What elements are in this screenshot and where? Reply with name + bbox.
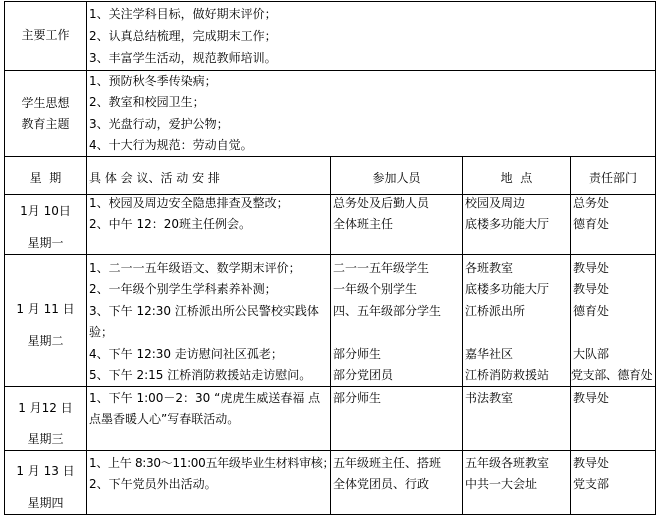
main-work-item: 1、关注学科目标，做好期末评价；: [89, 7, 277, 21]
participants-cell: 部分师生: [333, 347, 382, 361]
location-cell: 江桥消防救援站: [465, 368, 550, 382]
table-rule: [86, 1, 87, 515]
student-edu-label: 教育主题: [21, 117, 70, 131]
table-rule: [462, 156, 463, 515]
day-date: 1 月 13 日: [16, 464, 75, 478]
location-cell: 各班教室: [465, 261, 514, 275]
department-cell: 德育处: [573, 217, 610, 231]
day-weekday: 星期三: [27, 432, 64, 446]
participants-cell: 总务处及后勤人员: [333, 196, 430, 210]
activity-line: 1、下午 1:00－2：30 “虎虎生威送春福 点: [89, 391, 321, 405]
header-department: 责任部门: [588, 171, 637, 185]
student-edu-label: 学生思想: [21, 96, 70, 110]
location-cell: 书法教室: [465, 391, 514, 405]
activity-line: 1、上午 8:30～11:00五年级毕业生材料审核；: [89, 456, 335, 470]
location-cell: 底楼多功能大厅: [465, 217, 550, 231]
location-cell: 五年级各班教室: [465, 456, 550, 470]
table-rule: [4, 70, 656, 71]
department-cell: 大队部: [573, 347, 610, 361]
activity-line: 1、二一一五年级语文、数学期末评价；: [89, 261, 301, 275]
participants-cell: 部分党团员: [333, 368, 394, 382]
activity-line: 2、中午 12：20班主任例会。: [89, 217, 251, 231]
location-cell: 嘉华社区: [465, 347, 514, 361]
student-edu-item: 2、教室和校园卫生；: [89, 95, 205, 109]
day-weekday: 星期四: [27, 496, 64, 510]
department-cell: 教导处: [573, 282, 610, 296]
student-edu-item: 1、预防秋冬季传染病；: [89, 74, 217, 88]
location-cell: 江桥派出所: [465, 304, 526, 318]
location-cell: 校园及周边: [465, 196, 526, 210]
main-work-item: 2、认真总结梳理，完成期末工作；: [89, 29, 277, 43]
activity-line: 2、一年级个别学生学科素养补测；: [89, 282, 277, 296]
activity-line: 1、校园及周边安全隐患排查及整改；: [89, 196, 289, 210]
location-cell: 底楼多功能大厅: [465, 282, 550, 296]
table-rule: [4, 1, 656, 2]
department-cell: 教导处: [573, 261, 610, 275]
department-cell: 党支部: [573, 477, 610, 491]
activity-line: 2、下午党员外出活动。: [89, 477, 217, 491]
department-cell: 教导处: [573, 456, 610, 470]
activity-line: 验；: [89, 325, 114, 339]
header-arrangement: 具 体 会 议、活 动 安 排: [89, 171, 220, 185]
department-cell: 教导处: [573, 391, 610, 405]
day-date: 1月 10日: [20, 204, 71, 218]
header-location: 地 点: [500, 171, 533, 185]
location-cell: 中共一大会址: [465, 477, 538, 491]
header-weekday: 星 期: [29, 171, 62, 185]
day-date: 1 月 11 日: [16, 302, 75, 316]
participants-cell: 全体党团员、行政: [333, 477, 430, 491]
department-cell: 德育处: [573, 304, 610, 318]
day-date: 1 月12 日: [18, 401, 73, 415]
table-rule: [655, 1, 656, 515]
day-weekday: 星期一: [27, 236, 64, 250]
participants-cell: 五年级班主任、搭班: [333, 456, 442, 470]
participants-cell: 全体班主任: [333, 217, 394, 231]
main-work-item: 3、丰富学生活动，规范教师培训。: [89, 51, 277, 65]
header-participants: 参加人员: [372, 171, 421, 185]
student-edu-item: 3、光盘行动，爱护公物；: [89, 117, 229, 131]
activity-line: 4、下午 12:30 走访慰问社区孤老；: [89, 347, 283, 361]
participants-cell: 一年级个别学生: [333, 282, 418, 296]
activity-line: 3、下午 12:30 江桥派出所公民警校实践体: [89, 304, 319, 318]
main-work-label: 主要工作: [21, 28, 70, 42]
department-cell: 党支部、德育处: [571, 368, 653, 382]
activity-line: 5、下午 2:15 江桥消防救援站走访慰问。: [89, 368, 312, 382]
participants-cell: 部分师生: [333, 391, 382, 405]
activity-line: 点墨香暖人心”写春联活动。: [89, 412, 240, 426]
participants-cell: 二一一五年级学生: [333, 261, 430, 275]
day-weekday: 星期二: [27, 334, 64, 348]
student-edu-item: 4、十大行为规范：劳动自觉。: [89, 138, 253, 152]
participants-cell: 四、五年级部分学生: [333, 304, 442, 318]
table-rule: [570, 156, 571, 515]
department-cell: 总务处: [573, 196, 610, 210]
